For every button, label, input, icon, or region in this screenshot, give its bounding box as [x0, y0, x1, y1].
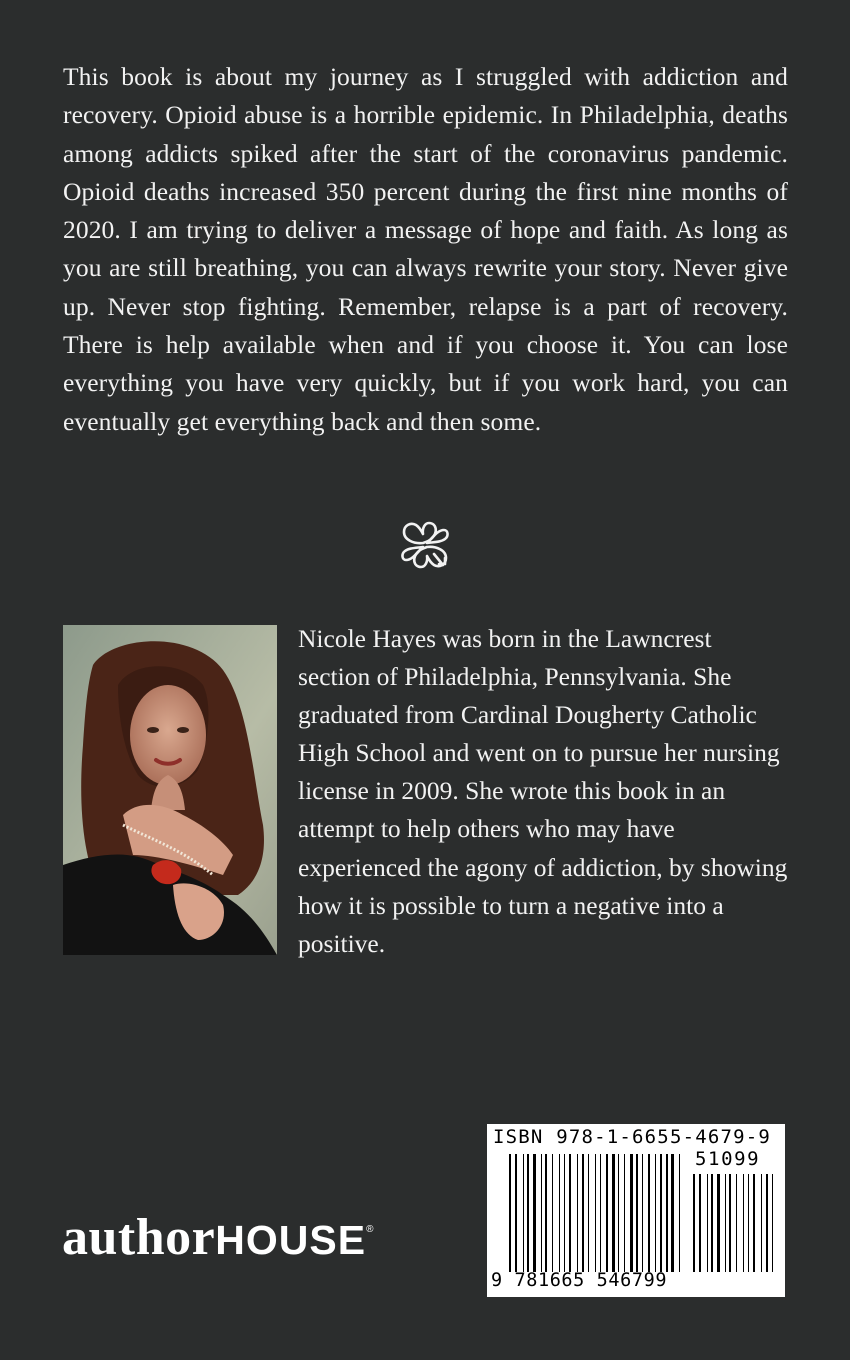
- author-portrait: [63, 625, 277, 955]
- author-bio: Nicole Hayes was born in the Lawncrest section of Philadelphia, Pennsylvania. She graduated from Cardinal Dougherty Catholic High School and went on to pursue her nursing license in 2009. She wrote this book in an attempt to help others who may have experienced the agony of addiction, by showing how it is possible to turn a negative into a positive.: [298, 624, 788, 958]
- publisher-logo-house: HOUSE: [215, 1217, 367, 1263]
- publisher-logo: [62, 1208, 373, 1268]
- isbn-label: ISBN 978-1-6655-4679-9: [493, 1126, 772, 1148]
- ean-digits: 9 781665 546799: [491, 1270, 668, 1291]
- quatrefoil-ornament-icon: [398, 518, 452, 572]
- back-cover-blurb: This book is about my journey as I struggled with addiction and recovery. Opioid abuse is a horrible epidemic. In Philadelphia, deaths among addicts spiked after the start of the coronavirus pandemic. Opioid deaths increased 350 percent during the first nine months of 2020. I am trying to deliver a message of hope and faith. As long as you are still breathing, you can always rewrite your story. Never give up. Never stop fighting. Remember, relapse is a part of recovery. There is help available when and if you choose it. You can lose everything you have very quickly, but if you work hard, you can eventually get everything back and then some.: [63, 62, 788, 436]
- isbn-barcode: [487, 1124, 785, 1297]
- price-code: 51099: [695, 1148, 761, 1170]
- registered-mark: ®: [366, 1224, 374, 1235]
- publisher-logo-author: author: [62, 1209, 216, 1266]
